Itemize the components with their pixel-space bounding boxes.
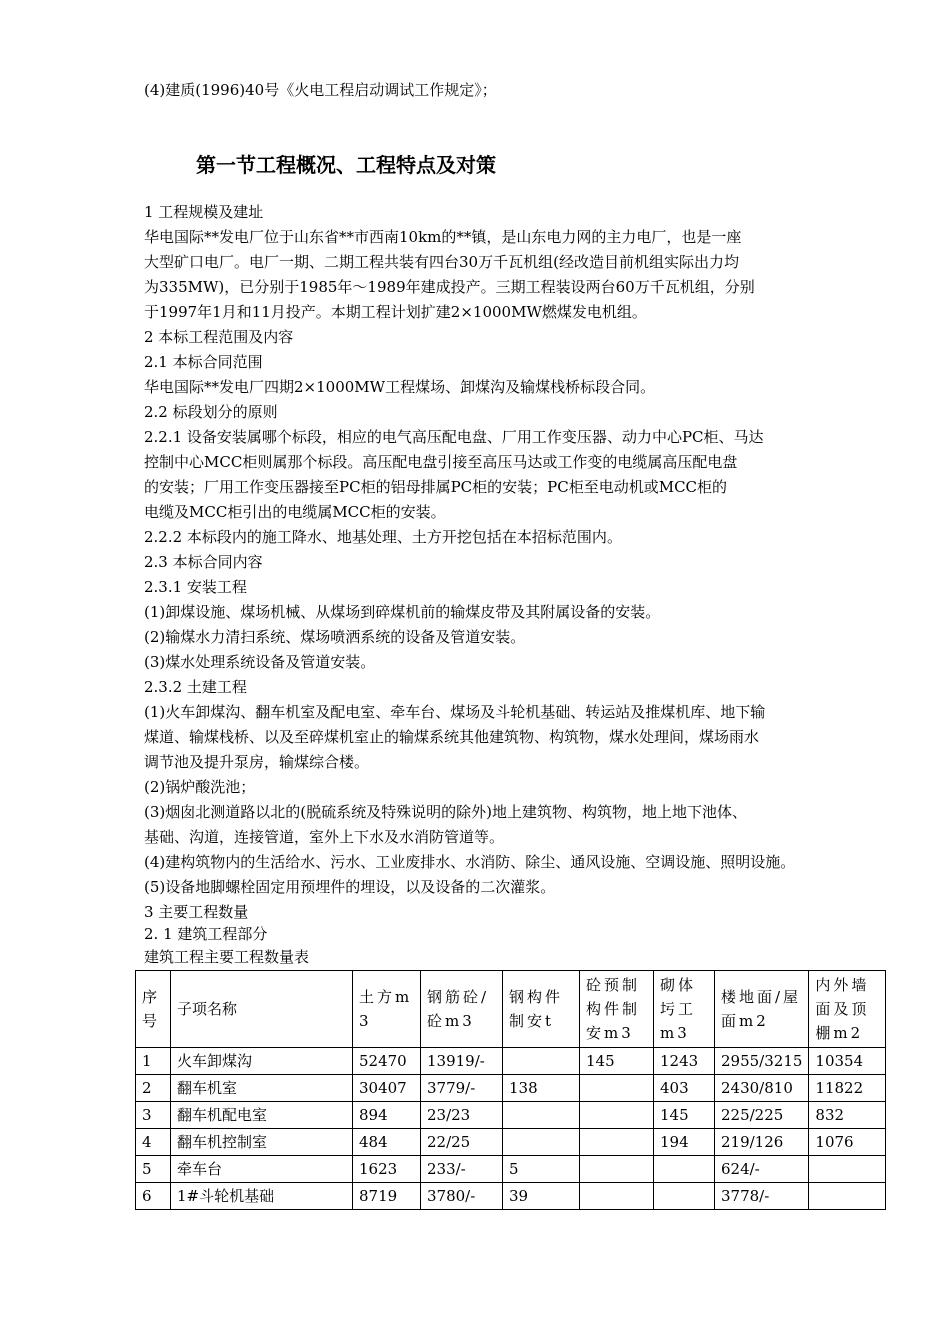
cell-masonry: 194 <box>654 1129 715 1156</box>
col-header-steel: 钢构件制安t <box>503 971 580 1048</box>
paragraph-line: 2.2.2 本标段内的施工降水、地基处理、土方开挖包括在本招标范围内。 <box>144 528 622 546</box>
intro-line: (4)建质(1996)40号《火电工程启动调试工作规定》； <box>144 81 497 99</box>
table-row <box>136 1075 886 1102</box>
cell-masonry <box>654 1156 715 1183</box>
paragraph-line: (5)设备地脚螺栓固定用预埋件的埋设，以及设备的二次灌浆。 <box>144 878 556 896</box>
paragraph-line: 2. 1 建筑工程部分 <box>144 925 268 943</box>
paragraph-line: 基础、沟道，连接管道，室外上下水及水消防管道等。 <box>144 828 505 846</box>
paragraph-line: 2.3 本标合同内容 <box>144 553 263 571</box>
cell-precast <box>580 1156 654 1183</box>
paragraph-line: 1 工程规模及建址 <box>144 203 264 221</box>
cell-masonry <box>654 1183 715 1210</box>
cell-steel: 39 <box>503 1183 580 1210</box>
cell-earth: 52470 <box>353 1048 421 1075</box>
cell-wall: 11822 <box>809 1075 886 1102</box>
paragraph-line: 3 主要工程数量 <box>144 903 249 921</box>
cell-rebar: 3779/- <box>421 1075 503 1102</box>
paragraph-line: (2)输煤水力清扫系统、煤场喷洒系统的设备及管道安装。 <box>144 628 526 646</box>
col-header-rebar: 钢筋砼/砼m3 <box>421 971 503 1048</box>
cell-precast <box>580 1075 654 1102</box>
table-row <box>136 1048 886 1075</box>
paragraph-line: 2.1 本标合同范围 <box>144 353 263 371</box>
cell-steel <box>503 1129 580 1156</box>
table-row <box>136 1156 886 1183</box>
paragraph-line: 于1997年1月和11月投产。本期工程计划扩建2×1000MW燃煤发电机组。 <box>144 303 647 321</box>
cell-rebar: 3780/- <box>421 1183 503 1210</box>
cell-steel <box>503 1048 580 1075</box>
cell-wall: 832 <box>809 1102 886 1129</box>
paragraph-line: 2.2 标段划分的原则 <box>144 403 278 421</box>
cell-name: 1#斗轮机基础 <box>171 1183 353 1210</box>
paragraph-line: (1)卸煤设施、煤场机械、从煤场到碎煤机前的输煤皮带及其附属设备的安装。 <box>144 603 661 621</box>
cell-name: 翻车机室 <box>171 1075 353 1102</box>
cell-name: 火车卸煤沟 <box>171 1048 353 1075</box>
cell-rebar: 22/25 <box>421 1129 503 1156</box>
table-header-row <box>136 971 886 1048</box>
paragraph-line: 调节池及提升泵房，输煤综合楼。 <box>144 753 370 771</box>
cell-floor: 3778/- <box>715 1183 809 1210</box>
paragraph-line: 煤道、输煤栈桥、以及至碎煤机室止的输煤系统其他建筑物、构筑物，煤水处理间，煤场雨水 <box>144 728 760 746</box>
paragraph-line: 的安装；厂用工作变压器接至PC柜的铝母排属PC柜的安装；PC柜至电动机或MCC柜的 <box>144 478 728 496</box>
paragraph-line: (1)火车卸煤沟、翻车机室及配电室、牵车台、煤场及斗轮机基础、转运站及推煤机库、地下输 <box>144 703 766 721</box>
cell-steel: 138 <box>503 1075 580 1102</box>
cell-precast: 145 <box>580 1048 654 1075</box>
paragraph-line: (4)建构筑物内的生活给水、污水、工业废排水、水消防、除尘、通风设施、空调设施、照明设施。 <box>144 853 796 871</box>
cell-masonry: 1243 <box>654 1048 715 1075</box>
cell-precast <box>580 1129 654 1156</box>
paragraph-line: 控制中心MCC柜则属那个标段。高压配电盘引接至高压马达或工作变的电缆属高压配电盘 <box>144 453 738 471</box>
cell-wall: 1076 <box>809 1129 886 1156</box>
cell-floor: 2430/810 <box>715 1075 809 1102</box>
cell-earth: 894 <box>353 1102 421 1129</box>
paragraph-line: 2 本标工程范围及内容 <box>144 328 294 346</box>
paragraph-line: 2.2.1 设备安装属哪个标段，相应的电气高压配电盘、厂用工作变压器、动力中心PC柜、马达 <box>144 428 764 446</box>
cell-earth: 1623 <box>353 1156 421 1183</box>
cell-masonry: 145 <box>654 1102 715 1129</box>
cell-no: 2 <box>136 1075 171 1102</box>
cell-no: 3 <box>136 1102 171 1129</box>
cell-wall <box>809 1156 886 1183</box>
col-header-masonry: 砌体圬工m3 <box>654 971 715 1048</box>
cell-floor: 2955/3215 <box>715 1048 809 1075</box>
cell-rebar: 13919/- <box>421 1048 503 1075</box>
cell-floor: 219/126 <box>715 1129 809 1156</box>
paragraph-line: (2)锅炉酸洗池； <box>144 778 256 796</box>
col-header-no: 序号 <box>136 971 171 1048</box>
cell-rebar: 23/23 <box>421 1102 503 1129</box>
table-row <box>136 1183 886 1210</box>
paragraph-line: 为335MW)，已分别于1985年～1989年建成投产。三期工程装设两台60万千瓦机组，分别 <box>144 278 755 296</box>
cell-earth: 30407 <box>353 1075 421 1102</box>
cell-steel: 5 <box>503 1156 580 1183</box>
cell-name: 翻车机配电室 <box>171 1102 353 1129</box>
col-header-earth: 土方m3 <box>353 971 421 1048</box>
cell-floor: 624/- <box>715 1156 809 1183</box>
table-caption: 建筑工程主要工程数量表 <box>144 948 310 966</box>
cell-wall <box>809 1183 886 1210</box>
section-title: 第一节工程概况、工程特点及对策 <box>196 153 496 177</box>
paragraph-line: (3)煤水处理系统设备及管道安装。 <box>144 653 376 671</box>
cell-earth: 484 <box>353 1129 421 1156</box>
table-row <box>136 1102 886 1129</box>
cell-no: 6 <box>136 1183 171 1210</box>
paragraph-line: (3)烟囱北测道路以北的(脱硫系统及特殊说明的除外)地上建筑物、构筑物，地上地下池体、 <box>144 803 747 821</box>
cell-no: 1 <box>136 1048 171 1075</box>
col-header-name: 子项名称 <box>171 971 353 1048</box>
cell-no: 5 <box>136 1156 171 1183</box>
paragraph-line: 2.3.2 土建工程 <box>144 678 247 696</box>
col-header-precast: 砼预制构件制安m3 <box>580 971 654 1048</box>
col-header-floor: 楼地面/屋面m2 <box>715 971 809 1048</box>
cell-wall: 10354 <box>809 1048 886 1075</box>
cell-floor: 225/225 <box>715 1102 809 1129</box>
quantity-table <box>135 970 886 1210</box>
cell-name: 牵车台 <box>171 1156 353 1183</box>
cell-name: 翻车机控制室 <box>171 1129 353 1156</box>
cell-masonry: 403 <box>654 1075 715 1102</box>
paragraph-line: 华电国际**发电厂位于山东省**市西南10km的**镇，是山东电力网的主力电厂，也是一座 <box>144 228 742 246</box>
paragraph-line: 华电国际**发电厂四期2×1000MW工程煤场、卸煤沟及输煤栈桥标段合同。 <box>144 378 656 396</box>
col-header-wall: 内外墙面及顶棚m2 <box>809 971 886 1048</box>
paragraph-line: 电缆及MCC柜引出的电缆属MCC柜的安装。 <box>144 503 446 521</box>
cell-earth: 8719 <box>353 1183 421 1210</box>
cell-precast <box>580 1183 654 1210</box>
cell-steel <box>503 1102 580 1129</box>
paragraph-line: 2.3.1 安装工程 <box>144 578 247 596</box>
table-row <box>136 1129 886 1156</box>
cell-rebar: 233/- <box>421 1156 503 1183</box>
cell-precast <box>580 1102 654 1129</box>
cell-no: 4 <box>136 1129 171 1156</box>
paragraph-line: 大型矿口电厂。电厂一期、二期工程共装有四台30万千瓦机组(经改造目前机组实际出力均 <box>144 253 739 271</box>
